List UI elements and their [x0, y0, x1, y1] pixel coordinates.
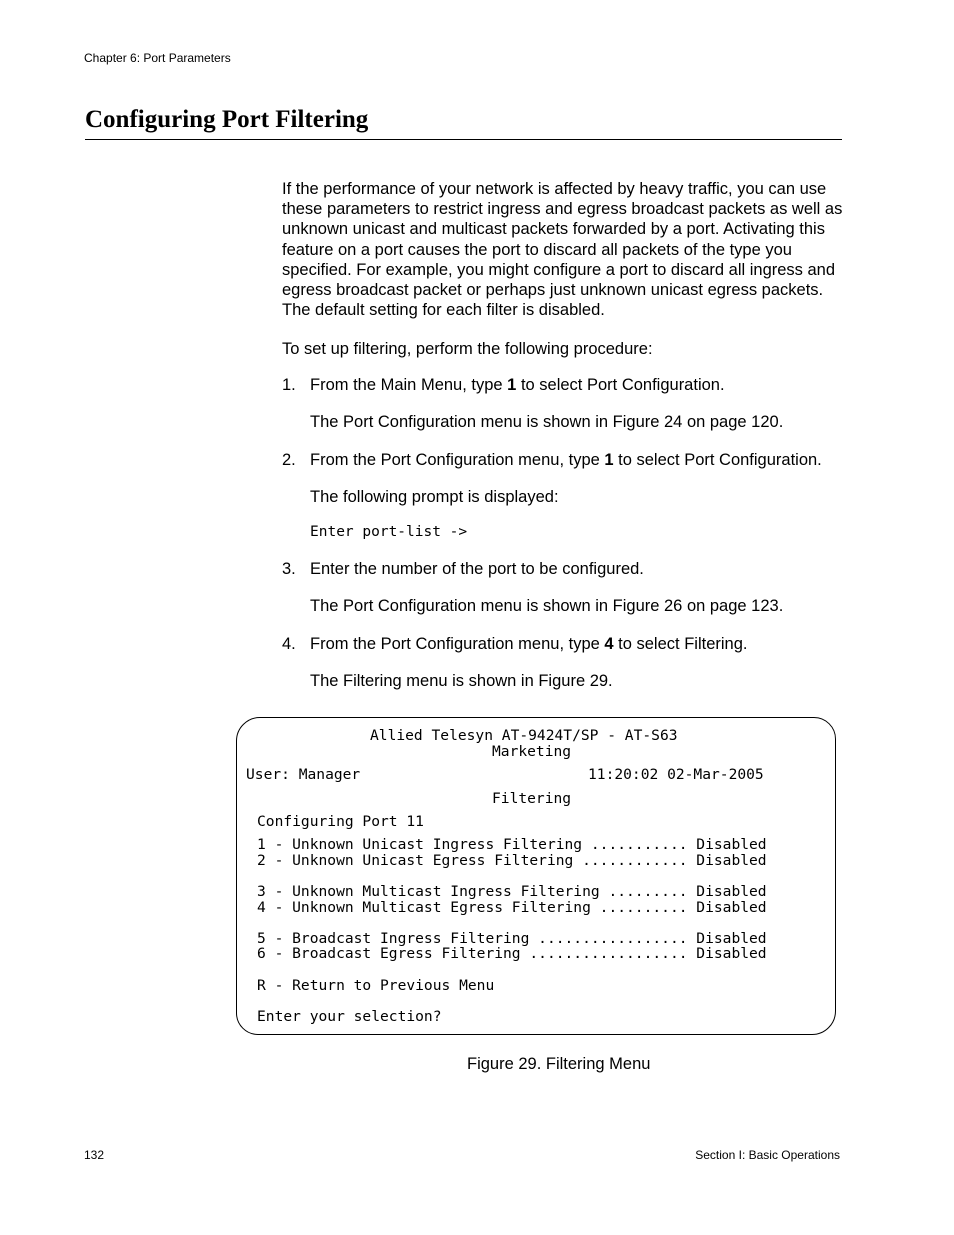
- step-number: 4.: [282, 635, 296, 653]
- step-note: The following prompt is displayed:: [310, 488, 559, 506]
- screen-location: Marketing: [492, 743, 572, 760]
- title-rule: [85, 139, 842, 140]
- screen-datetime: 11:20:02 02-Mar-2005: [588, 766, 764, 783]
- intro-paragraph: If the performance of your network is affected by heavy traffic, you can use these parameters to restrict ingress and egress broadcast packets as well as unknown unicast and multicast packets forwarded by a port. Activating this feature on a port causes the port to discard all packets of the type you specified. For example, you might configure a port to discard all ingress and egress broadcast packet or perhaps just unknown unicast egress packets. The default setting for each filter is disabled.: [282, 180, 843, 320]
- menu-option: 3 - Unknown Multicast Ingress Filtering ......... Disabled: [257, 883, 767, 900]
- step-key: 1: [507, 376, 517, 394]
- step-note: The Port Configuration menu is shown in Figure 26 on page 123.: [310, 597, 784, 615]
- filtering-menu-screen: [236, 717, 836, 1035]
- step-key: 4: [604, 635, 614, 653]
- port-list-prompt: Enter port-list ->: [310, 524, 468, 540]
- figure-caption: Figure 29. Filtering Menu: [467, 1055, 651, 1073]
- section-footer: Section I: Basic Operations: [695, 1148, 840, 1162]
- step-number: 2.: [282, 451, 296, 469]
- section-title: Configuring Port Filtering: [85, 106, 369, 133]
- step-note: The Filtering menu is shown in Figure 29.: [310, 672, 613, 690]
- step-note: The Port Configuration menu is shown in Figure 24 on page 120.: [310, 413, 784, 431]
- step-text: From the Port Configuration menu, type 4 to select Filtering.: [310, 635, 748, 653]
- page-number: 132: [84, 1148, 105, 1162]
- step-text: Enter the number of the port to be configured.: [310, 560, 644, 578]
- step-text: From the Port Configuration menu, type 1 to select Port Configuration.: [310, 451, 822, 469]
- menu-option: 4 - Unknown Multicast Egress Filtering .......... Disabled: [257, 899, 767, 916]
- procedure-intro: To set up filtering, perform the following procedure:: [282, 340, 653, 358]
- menu-option: 2 - Unknown Unicast Egress Filtering ............ Disabled: [257, 852, 767, 869]
- menu-return-option: R - Return to Previous Menu: [257, 977, 495, 994]
- step-number: 3.: [282, 560, 296, 578]
- screen-system-name: Allied Telesyn AT-9424T/SP - AT-S63: [370, 727, 678, 744]
- step-text: From the Main Menu, type 1 to select Port Configuration.: [310, 376, 725, 394]
- step-number: 1.: [282, 376, 296, 394]
- menu-option: 1 - Unknown Unicast Ingress Filtering ........... Disabled: [257, 836, 767, 853]
- running-header: Chapter 6: Port Parameters: [84, 51, 231, 65]
- selection-prompt: Enter your selection?: [257, 1008, 442, 1025]
- menu-option: 6 - Broadcast Egress Filtering .................. Disabled: [257, 945, 767, 962]
- screen-menu-title: Filtering: [492, 790, 572, 807]
- screen-user: User: Manager: [246, 766, 361, 783]
- step-key: 1: [604, 451, 614, 469]
- screen-port: Configuring Port 11: [257, 813, 424, 830]
- menu-option: 5 - Broadcast Ingress Filtering ................. Disabled: [257, 930, 767, 947]
